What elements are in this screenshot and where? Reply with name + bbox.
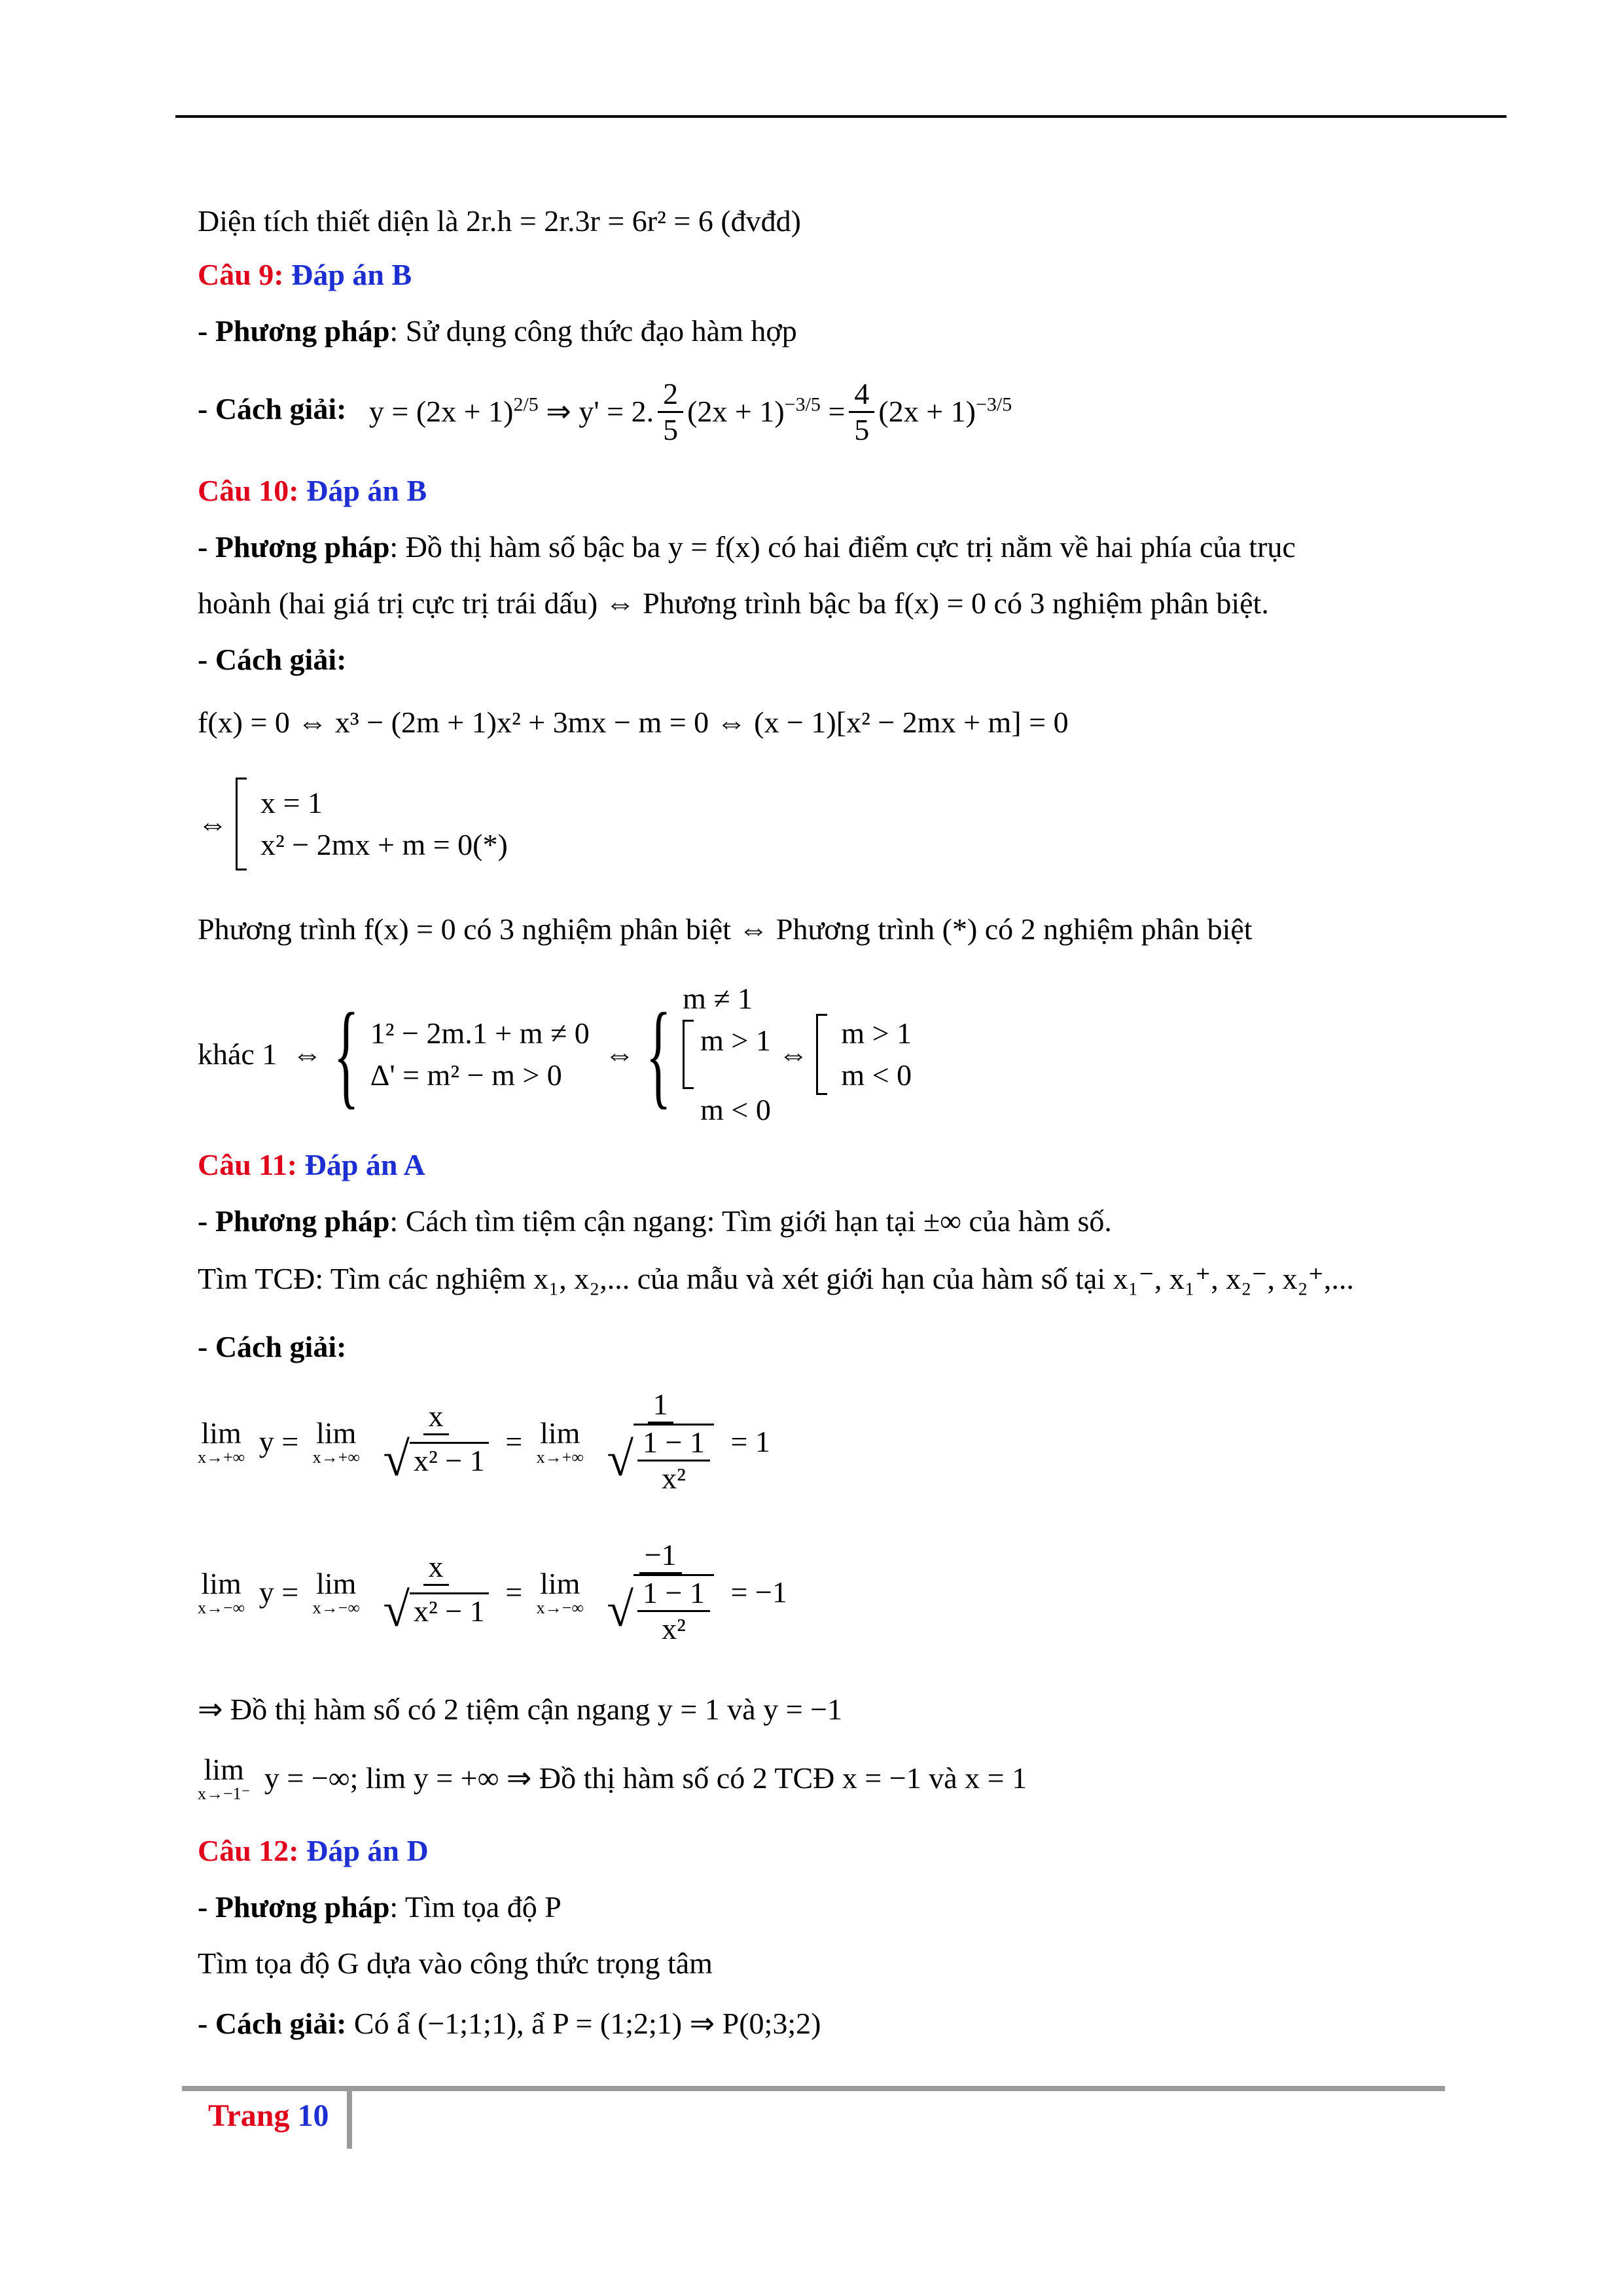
- frac-2-5: $\frac{2}{5}$: [658, 377, 683, 447]
- left-brace: {: [645, 989, 671, 1119]
- q9-method: - Phương pháp: Sử dụng công thức đạo hàm hợp: [198, 314, 797, 348]
- q12-solution: - Cách giải: Có ẩ (−1;1;1), ẩ P = (1;2;1) ⇒ P(0;3;2): [198, 2007, 821, 2040]
- q12-line2: Tìm tọa độ G dựa vào công thức trọng tâm: [198, 1946, 713, 1980]
- q10-heading: Câu 10: Đáp án B: [198, 474, 427, 507]
- page-footer: Trang 10: [208, 2098, 329, 2133]
- q10-method-cont: hoành (hai giá trị cực trị trái dấu) ⇔ Phương trình bậc ba f(x) = 0 có 3 nghiệm phân biệt.: [198, 586, 1269, 620]
- header-rule: [175, 115, 1507, 118]
- q9-heading: Câu 9: Đáp án B: [198, 258, 412, 291]
- q11-tcd: Tìm TCĐ: Tìm các nghiệm x₁, x₂,... của mẫu và xét giới hạn của hàm số tại x₁⁻, x₁⁺, x₂⁻, x₂⁺,...: [198, 1262, 1354, 1295]
- q10-phuong-trinh: Phương trình f(x) = 0 có 3 nghiệm phân biệt ⇔ Phương trình (*) có 2 nghiệm phân biệt: [198, 912, 1253, 946]
- q12-heading: Câu 12: Đáp án D: [198, 1834, 429, 1867]
- q12-method: - Phương pháp: Tìm tọa độ P: [198, 1890, 562, 1924]
- q11-conclusion-1: ⇒ Đồ thị hàm số có 2 tiệm cận ngang y = 1 và y = −1: [198, 1693, 843, 1726]
- q11-heading: Câu 11: Đáp án A: [198, 1148, 425, 1181]
- q10-method: - Phương pháp: Đồ thị hàm số bậc ba y = f(x) có hai điểm cực trị nằm về hai phía của trục: [198, 530, 1296, 564]
- frac-4-5: $\frac{4}{5}$: [849, 377, 874, 447]
- q11-conclusion-2: lim x→−1⁻ y = −∞; lim y = +∞ ⇒ Đồ thị hàm số có 2 TCĐ x = −1 và x = 1: [198, 1753, 1027, 1803]
- footer-divider: [347, 2091, 352, 2149]
- q9-formula: $y = (2x + 1)^{2/5}$ ⇒ y' = 2.: [353, 394, 654, 429]
- q10-equation: f(x) = 0 ⇔ x³ − (2m + 1)x² + 3mx − m = 0 ⇔ (x − 1)[x² − 2mx + m] = 0: [198, 706, 1069, 739]
- q11-solution-label: - Cách giải:: [198, 1330, 347, 1363]
- q10-solution-label: - Cách giải:: [198, 643, 347, 676]
- q10-conditions: khác 1 ⇔ { 1² − 2m.1 + m ≠ 0 Δ' = m² − m > 0 ⇔ { m ≠ 1 m > 1 m < 0 ⇔ m > 1 m < 0: [198, 982, 912, 1126]
- q9-solution: - Cách giải: $y = (2x + 1)^{2/5}$ ⇒ y' = 2. $\frac{2}{5}$ $(2x + 1)^{-3/5}$ = $\frac{4}{5}$ $(2x + 1)^{-3/5}$: [198, 373, 1012, 445]
- q11-method: - Phương pháp: Cách tìm tiệm cận ngang: Tìm giới hạn tại ±∞ của hàm số.: [198, 1204, 1112, 1238]
- area-line: Diện tích thiết diện là 2r.h = 2r.3r = 6r² = 6 (đvđd): [198, 204, 801, 238]
- q10-system: ⇔ x = 1 x² − 2mx + m = 0(*): [198, 775, 508, 873]
- left-brace: {: [333, 989, 359, 1119]
- footer-rule: [182, 2086, 1445, 2091]
- limit-minus-inf: lim x→−∞ y = lim x→−∞ x √ x² − 1 = lim x→−∞ −1 √ $\frac{1 - 1}{\text{x²}}$ = −1: [198, 1538, 787, 1645]
- limit-plus-inf: lim x→+∞ y = lim x→+∞ x √ x² − 1 = lim x→+∞ 1 √ $\frac{1 - 1}{\text{x²}}$ = 1: [198, 1388, 770, 1495]
